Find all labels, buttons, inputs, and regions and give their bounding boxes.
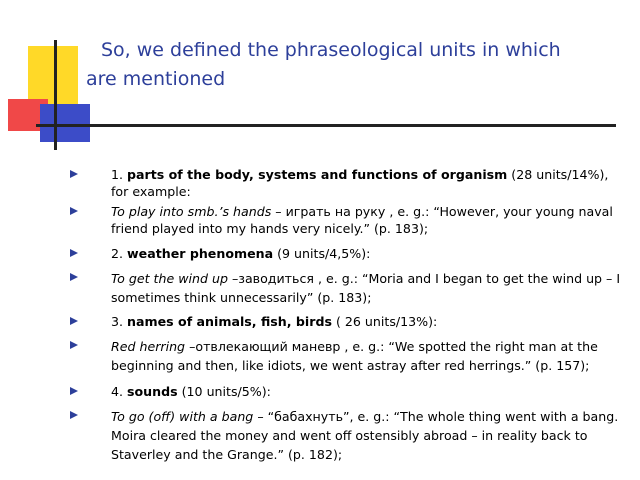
category-name: sounds [127,384,178,399]
item-prefix: 4. [111,384,128,399]
bullet-icon [70,341,78,349]
idiom: To go (off) with a bang [111,409,254,424]
content-list [70,166,626,464]
slide-title-line-2: are mentioned [86,68,226,90]
slide-title-line-1: So, we defined the phraseological units in which [101,39,561,61]
bullet-icon [70,170,78,178]
item-text: (9 units/4,5%): [273,246,371,261]
bullet-icon [70,273,78,281]
item-prefix: 3. [111,314,128,329]
bullet-icon [70,411,78,419]
decor-yellow-square [28,46,78,104]
category-name: parts of the body, systems and functions of organism [127,167,508,182]
bullet-icon [70,317,78,325]
idiom: To get the wind up [111,271,228,286]
item-prefix: 2. [111,246,128,261]
bullet-icon [70,249,78,257]
list-item-category-2 [70,245,626,262]
category-name: names of animals, fish, birds [127,314,332,329]
slide-title [86,36,622,94]
list-item-example-4 [70,407,626,464]
category-name: weather phenomena [127,246,274,261]
idiom: Red herring [111,339,186,354]
decor-vertical-line [54,40,57,150]
list-item-category-4 [70,383,626,400]
list-item-category-1 [70,166,626,200]
idiom: To play into smb.’s hands [111,204,272,219]
list-item-category-3 [70,313,626,330]
item-text: –заводиться , e. g.: “Moria and I began to get the wind up – I sometimes think unnecessarily” (p. 183); [111,271,621,305]
item-text: ( 26 units/13%): [331,314,438,329]
item-text: –отвлекающий маневр , e. g.: “We spotted the right man at the beginning and then, like idiots, we went astray after red herrings.” (p. 157); [111,339,598,373]
item-prefix: 1. [111,167,128,182]
item-text: (10 units/5%): [177,384,271,399]
item-text: – “бабахнуть”, e. g.: “The whole thing went with a bang. Moira cleared the money and went off ostensibly abroad – in reality back to Staverley and the Grange.” (p. 182); [111,409,619,462]
bullet-icon [70,207,78,215]
item-text: (28 units/14%), for example: [111,167,609,199]
list-item-example-1 [70,203,626,237]
list-item-example-2 [70,269,626,307]
decor-horizontal-line [36,124,616,127]
item-text: – играть на руку , e. g.: “However, your young naval friend played into my hands very nicely.” (p. 183); [111,204,613,236]
decor-blue-square [40,104,90,142]
list-item-example-3 [70,337,626,375]
bullet-icon [70,387,78,395]
